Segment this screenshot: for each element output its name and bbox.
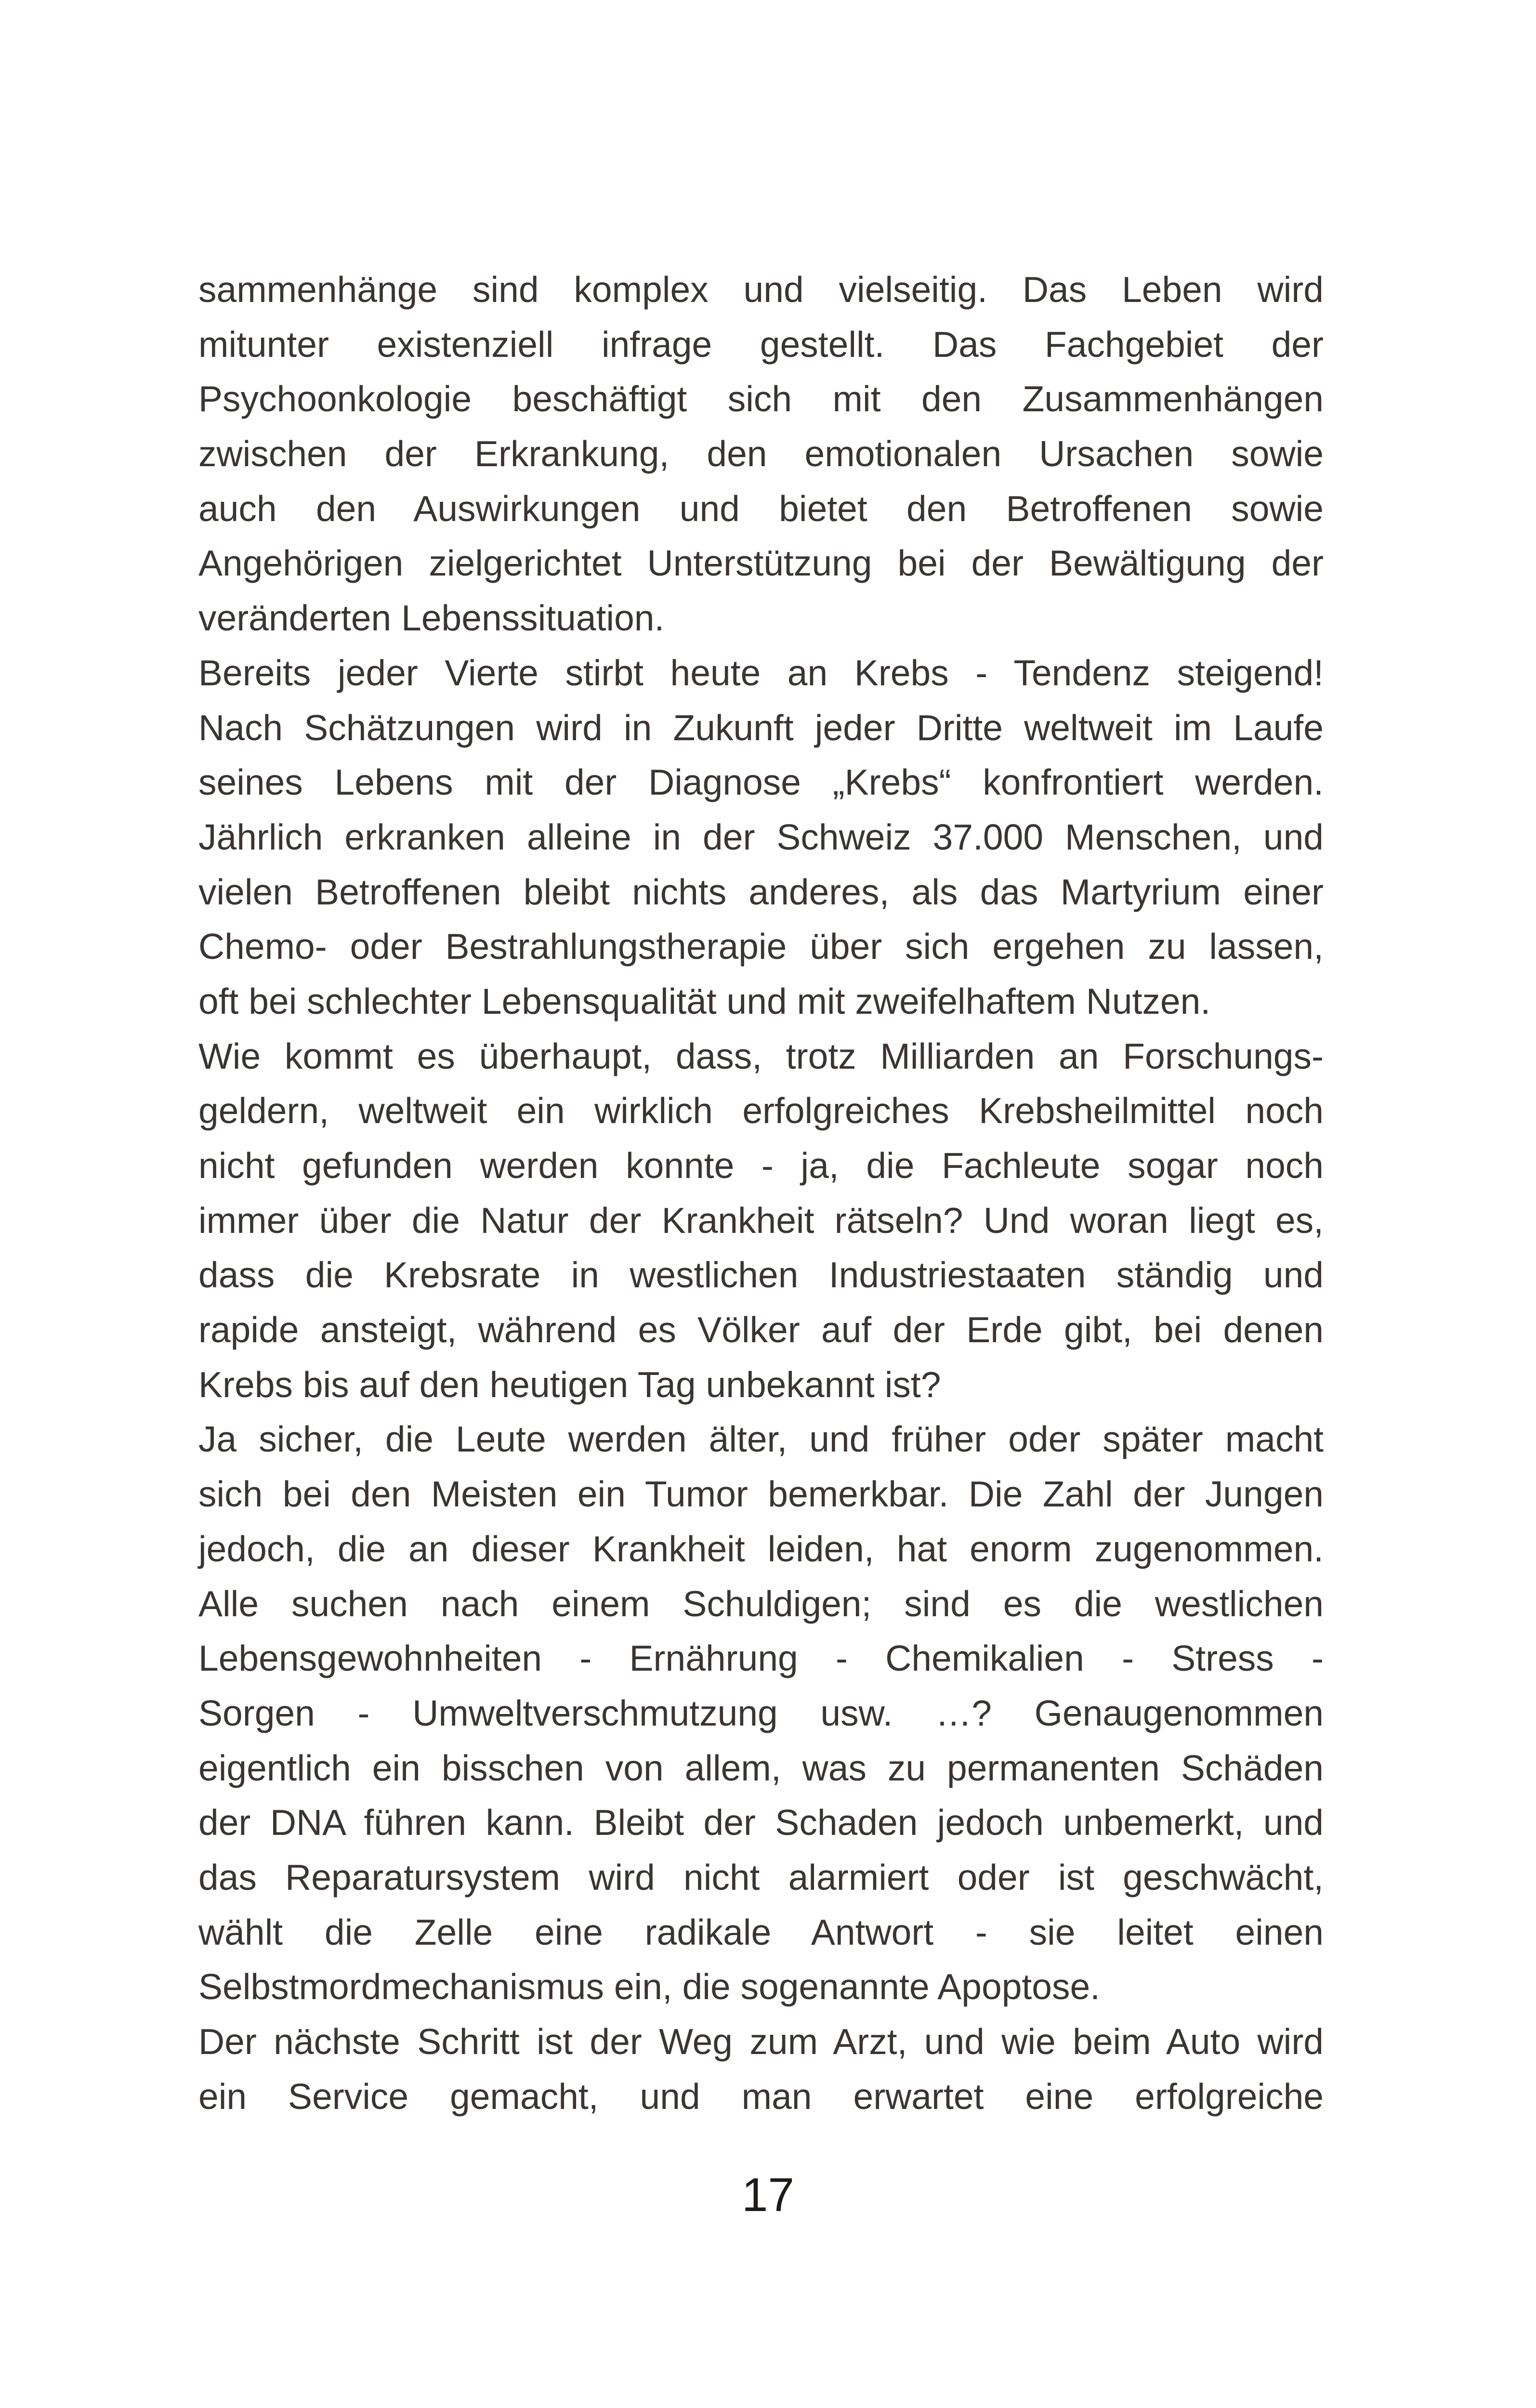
text-line: geldern, weltweit ein wirklich erfolgreiches Krebsheilmittel noch xyxy=(198,1090,1324,1131)
text-line: Ja sicher, die Leute werden älter, und früher oder später macht xyxy=(198,1419,1324,1460)
text-line: Psychoonkologie beschäftigt sich mit den Zusammenhängen xyxy=(198,379,1324,419)
text-line: rapide ansteigt, während es Völker auf der Erde gibt, bei denen xyxy=(198,1309,1324,1350)
text-line: wählt die Zelle eine radikale Antwort - sie leitet einen xyxy=(198,1911,1324,1952)
text-line: seines Lebens mit der Diagnose „Krebs“ konfrontiert werden. xyxy=(198,762,1324,803)
text-line: zwischen der Erkrankung, den emotionalen Ursachen sowie xyxy=(198,433,1324,474)
text-line: Chemo- oder Bestrahlungstherapie über sich ergehen zu lassen, xyxy=(198,926,1324,967)
text-line: jedoch, die an dieser Krankheit leiden, hat enorm zugenommen. xyxy=(198,1528,1324,1569)
text-line: oft bei schlechter Lebensqualität und mit zweifelhaftem Nutzen. xyxy=(198,981,1211,1021)
text-line: sich bei den Meisten ein Tumor bemerkbar. Die Zahl der Jungen xyxy=(198,1474,1324,1515)
text-line: Alle suchen nach einem Schuldigen; sind es die westlichen xyxy=(198,1583,1324,1624)
text-line: Jährlich erkranken alleine in der Schweiz 37.000 Menschen, und xyxy=(198,816,1324,857)
text-line: Wie kommt es überhaupt, dass, trotz Milliarden an Forschungs- xyxy=(198,1035,1324,1076)
text-line: Sorgen - Umweltverschmutzung usw. …? Genaugenommen xyxy=(198,1692,1324,1733)
page-number: 17 xyxy=(741,2168,794,2221)
text-line: eigentlich ein bisschen von allem, was zu permanenten Schäden xyxy=(198,1747,1324,1788)
text-line: der DNA führen kann. Bleibt der Schaden jedoch unbemerkt, und xyxy=(198,1802,1324,1843)
text-line: dass die Krebsrate in westlichen Industriestaaten ständig und xyxy=(198,1255,1324,1296)
text-line: veränderten Lebenssituation. xyxy=(198,598,665,639)
text-line: Bereits jeder Vierte stirbt heute an Krebs - Tendenz steigend! xyxy=(198,652,1324,693)
text-line: Krebs bis auf den heutigen Tag unbekannt ist? xyxy=(198,1364,941,1405)
text-line: Nach Schätzungen wird in Zukunft jeder Dritte weltweit im Laufe xyxy=(198,707,1324,748)
text-line: Selbstmordmechanismus ein, die sogenannte Apoptose. xyxy=(198,1966,1100,2007)
text-line: mitunter existenziell infrage gestellt. Das Fachgebiet der xyxy=(198,324,1324,365)
text-line: immer über die Natur der Krankheit rätseln? Und woran liegt es, xyxy=(198,1200,1324,1241)
text-line: Der nächste Schritt ist der Weg zum Arzt, und wie beim Auto wird xyxy=(198,2021,1324,2062)
text-line: das Reparatursystem wird nicht alarmiert oder ist geschwächt, xyxy=(198,1857,1324,1898)
text-line: Angehörigen zielgerichtet Unterstützung bei der Bewältigung der xyxy=(198,543,1324,584)
text-line: vielen Betroffenen bleibt nichts anderes, als das Martyrium einer xyxy=(198,871,1324,912)
body-text xyxy=(198,262,1324,2124)
text-line: Lebensgewohnheiten - Ernährung - Chemikalien - Stress - xyxy=(198,1638,1324,1679)
text-line: nicht gefunden werden konnte - ja, die Fachleute sogar noch xyxy=(198,1145,1324,1186)
text-line: auch den Auswirkungen und bietet den Betroffenen sowie xyxy=(198,488,1324,529)
text-line: sammenhänge sind komplex und vielseitig. Das Leben wird xyxy=(198,269,1324,310)
text-line: ein Service gemacht, und man erwartet eine erfolgreiche xyxy=(198,2076,1324,2117)
